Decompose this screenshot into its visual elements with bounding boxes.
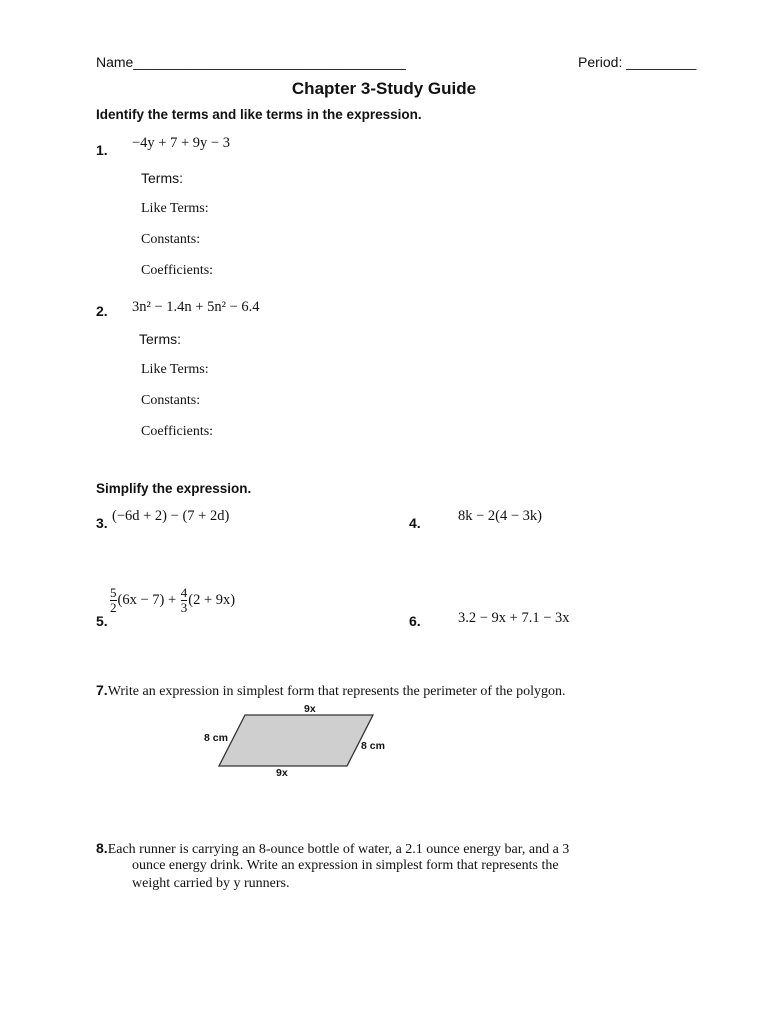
problem-1-like-terms-label: Like Terms:: [141, 201, 209, 216]
fraction-4-over-3: $\frac{4}{3}$: [180, 585, 188, 615]
problem-1-constants-label: Constants:: [141, 232, 201, 247]
problem-2-terms-label: Terms:: [139, 331, 181, 347]
problem-3-number: 3.: [96, 515, 108, 531]
figure-label-top: 9x: [304, 703, 316, 715]
section-instruction-terms: Identify the terms and like terms in the expression.: [96, 107, 422, 122]
problem-2-number: 2.: [96, 303, 108, 319]
problem-2-coefficients-label: Coefficients:: [141, 424, 214, 439]
problem-2-expression: 3n² − 1.4n + 5n² − 6.4: [132, 299, 260, 315]
section-instruction-simplify: Simplify the expression.: [96, 481, 252, 496]
problem-2-like-terms-label: Like Terms:: [141, 362, 209, 377]
problem-1-coefficients-label: Coefficients:: [141, 263, 214, 278]
problem-1-terms-label: Terms:: [141, 170, 183, 186]
parallelogram-shape: [219, 715, 373, 766]
problem-8-line-2: ounce energy drink. Write an expression in simplest form that represents the: [132, 858, 559, 873]
problem-5-number: 5.: [96, 613, 108, 629]
figure-label-right: 8 cm: [361, 740, 385, 752]
problem-3-expression: (−6d + 2) − (7 + 2d): [112, 508, 230, 524]
figure-label-bottom: 9x: [276, 767, 288, 779]
problem-8-number: 8.: [96, 840, 108, 856]
problem-8-line-1: 8.Each runner is carrying an 8-ounce bottle of water, a 2.1 ounce energy bar, and a 3: [96, 840, 570, 857]
figure-label-left: 8 cm: [204, 732, 228, 744]
problem-7-number: 7.: [96, 682, 108, 698]
period-field-label: Period: _________: [578, 54, 697, 70]
problem-4-expression: 8k − 2(4 − 3k): [458, 508, 543, 524]
problem-7-text: Write an expression in simplest form that represents the perimeter of the polygon.: [107, 684, 566, 699]
page-title: Chapter 3-Study Guide: [291, 79, 477, 98]
problem-7: [96, 682, 566, 700]
problem-4-number: 4.: [409, 515, 421, 531]
problem-1-number: 1.: [96, 142, 108, 158]
problem-1-expression: −4y + 7 + 9y − 3: [132, 135, 230, 151]
problem-5-expression: $\frac{5}{2}$ (6x − 7) + $\frac{4}{3}$ (2 + 9x): [110, 585, 236, 615]
problem-8-line-3: weight carried by y runners.: [132, 876, 290, 891]
fraction-5-over-2: $\frac{5}{2}$: [110, 585, 117, 615]
name-field-label: Name___________________________________: [96, 54, 406, 70]
problem-6-number: 6.: [409, 613, 421, 629]
problem-6-expression: 3.2 − 9x + 7.1 − 3x: [458, 610, 570, 626]
problem-2-constants-label: Constants:: [141, 393, 201, 408]
